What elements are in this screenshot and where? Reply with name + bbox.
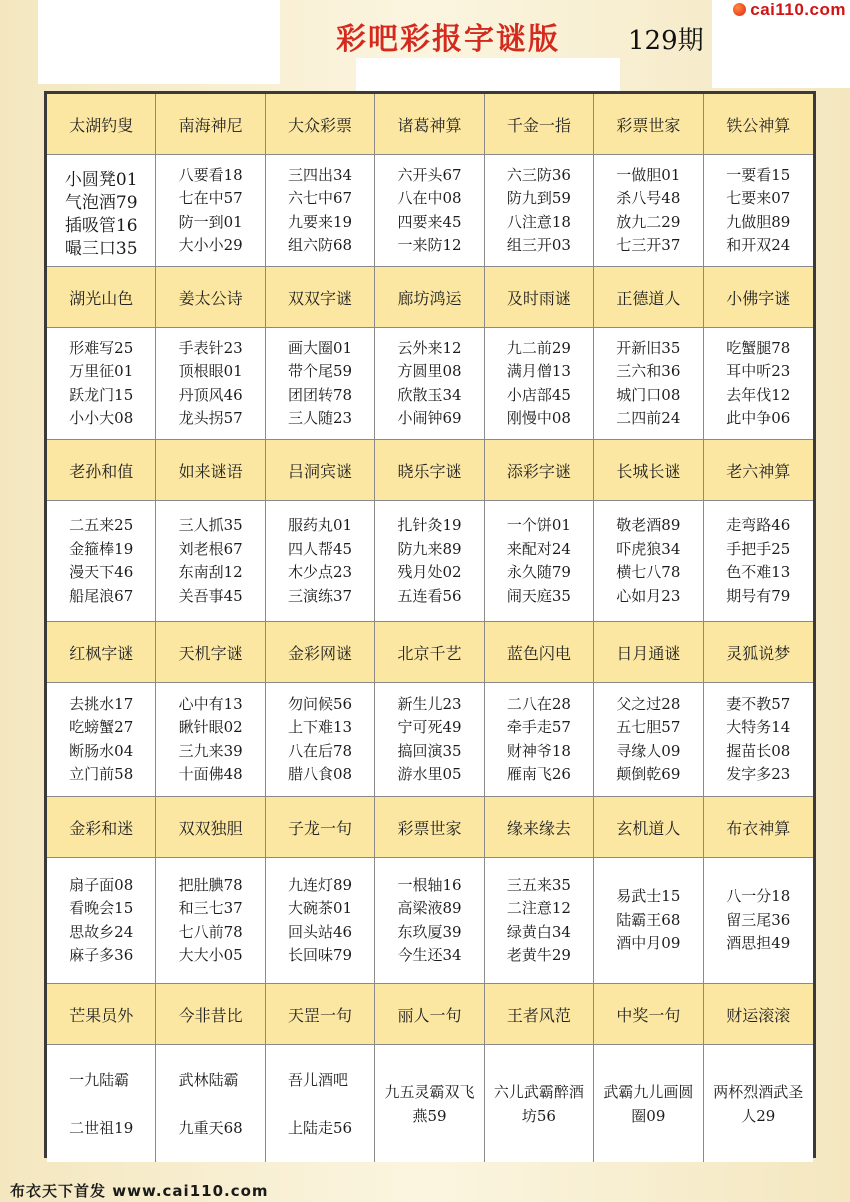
riddle-line: 五连看56 bbox=[397, 586, 462, 605]
riddle-lines bbox=[288, 514, 352, 608]
logo-ball-icon bbox=[733, 3, 746, 16]
column-author-header: 财运滚滚 bbox=[704, 984, 813, 1045]
riddle-line: 上下难13 bbox=[288, 718, 353, 736]
riddle-line: 吃螃蟹27 bbox=[69, 718, 134, 736]
riddle-line: 武林陆霸 bbox=[178, 1070, 239, 1089]
riddle-lines bbox=[616, 693, 680, 787]
riddle-lines bbox=[288, 693, 352, 787]
riddle-cell bbox=[704, 1045, 813, 1162]
riddle-line: 七八前78 bbox=[178, 922, 243, 941]
riddle-line: 云外来12 bbox=[397, 338, 462, 357]
riddle-line: 心中有13 bbox=[178, 694, 243, 713]
riddle-line: 和开双24 bbox=[726, 236, 791, 254]
riddle-lines bbox=[69, 693, 133, 787]
riddle-line: 六三防36 bbox=[506, 165, 571, 184]
riddle-lines bbox=[179, 874, 243, 968]
column-author-header: 缘来缘去 bbox=[485, 797, 594, 858]
riddle-line: 立门前58 bbox=[69, 765, 134, 783]
riddle-lines bbox=[69, 1056, 133, 1152]
riddle-cell bbox=[156, 683, 265, 797]
riddle-cell bbox=[266, 683, 375, 797]
riddle-lines bbox=[726, 337, 790, 431]
riddle-lines bbox=[726, 164, 790, 258]
riddle-line: 四要来45 bbox=[397, 212, 462, 231]
riddle-line: 东南刮12 bbox=[178, 563, 243, 581]
column-author-header: 子龙一句 bbox=[266, 797, 375, 858]
column-author-header: 布衣神算 bbox=[704, 797, 813, 858]
riddle-line: 组三开03 bbox=[506, 236, 571, 254]
riddle-lines bbox=[397, 874, 461, 968]
column-author-header: 太湖钓叟 bbox=[47, 94, 156, 155]
riddle-line: 把肚腆78 bbox=[178, 875, 243, 894]
riddle-cell bbox=[594, 155, 703, 267]
riddle-line: 八要看18 bbox=[178, 165, 243, 184]
riddle-lines bbox=[397, 514, 461, 608]
riddle-lines bbox=[598, 1080, 698, 1128]
riddle-line: 搞回演35 bbox=[397, 741, 462, 760]
riddle-line: 期号有79 bbox=[726, 586, 791, 605]
riddle-line: 十面佛48 bbox=[178, 765, 243, 783]
riddle-line: 放九二29 bbox=[616, 212, 681, 231]
riddle-line: 万里征01 bbox=[69, 362, 134, 380]
riddle-line: 高梁液89 bbox=[397, 899, 462, 917]
riddle-line: 横七八78 bbox=[616, 563, 681, 581]
riddle-lines bbox=[616, 164, 680, 258]
column-author-header: 丽人一句 bbox=[375, 984, 484, 1045]
riddle-line: 回头站46 bbox=[288, 922, 353, 941]
column-author-header: 北京千艺 bbox=[375, 622, 484, 683]
riddle-line: 三九来39 bbox=[178, 741, 243, 760]
riddle-line: 跃龙门15 bbox=[69, 385, 134, 404]
riddle-line: 两杯烈酒武圣人29 bbox=[713, 1082, 804, 1125]
riddle-line: 寻缘人09 bbox=[616, 741, 681, 760]
riddle-cell bbox=[47, 683, 156, 797]
column-author-header: 长城长谜 bbox=[594, 440, 703, 501]
column-author-header: 灵狐说梦 bbox=[704, 622, 813, 683]
riddle-lines bbox=[507, 337, 571, 431]
riddle-line: 二注意12 bbox=[506, 899, 571, 917]
riddle-cell bbox=[375, 858, 484, 984]
riddle-line: 九五灵霸双飞燕59 bbox=[384, 1082, 475, 1125]
riddle-cell bbox=[156, 501, 265, 622]
riddle-line: 龙头拐57 bbox=[178, 409, 243, 427]
column-author-header: 小佛字谜 bbox=[704, 267, 813, 328]
riddle-cell bbox=[704, 155, 813, 267]
column-author-header: 王者风范 bbox=[485, 984, 594, 1045]
riddle-lines bbox=[397, 337, 461, 431]
column-author-header: 铁公神算 bbox=[704, 94, 813, 155]
riddle-lines bbox=[616, 337, 680, 431]
riddle-line: 组六防68 bbox=[288, 236, 353, 254]
riddle-cell bbox=[485, 858, 594, 984]
riddle-line: 陆霸王68 bbox=[616, 910, 681, 929]
riddle-cell bbox=[375, 501, 484, 622]
riddle-line: 一根轴16 bbox=[397, 875, 462, 894]
riddle-lines bbox=[507, 693, 571, 787]
footer-credit: 布衣天下首发 www.cai110.com bbox=[10, 1182, 269, 1200]
riddle-cell bbox=[47, 858, 156, 984]
column-author-header: 双双字谜 bbox=[266, 267, 375, 328]
riddle-line: 手表针23 bbox=[178, 338, 243, 357]
riddle-line: 二世祖19 bbox=[69, 1118, 134, 1137]
riddle-line: 刘老根67 bbox=[178, 539, 243, 558]
column-author-header: 晓乐字谜 bbox=[375, 440, 484, 501]
column-author-header: 天机字谜 bbox=[156, 622, 265, 683]
riddle-lines bbox=[397, 693, 461, 787]
riddle-line: 方圆里08 bbox=[397, 362, 462, 380]
riddle-line: 三五来35 bbox=[506, 875, 571, 894]
riddle-line: 游水里05 bbox=[397, 765, 462, 783]
riddle-line: 漫天下46 bbox=[69, 563, 134, 581]
riddle-lines bbox=[507, 874, 571, 968]
riddle-line: 一个饼01 bbox=[506, 516, 571, 534]
riddle-line: 麻子多36 bbox=[69, 946, 134, 964]
column-author-header: 金彩网谜 bbox=[266, 622, 375, 683]
riddle-line: 腊八食08 bbox=[288, 765, 353, 783]
riddle-line: 握苗长08 bbox=[726, 741, 791, 760]
riddle-line: 九连灯89 bbox=[288, 875, 353, 894]
riddle-line: 上陆走56 bbox=[288, 1118, 353, 1137]
riddle-line: 嘬三口35 bbox=[64, 239, 138, 259]
riddle-line: 长回味79 bbox=[288, 946, 353, 964]
riddle-lines bbox=[726, 885, 790, 956]
riddle-line: 满月僧13 bbox=[506, 362, 571, 380]
column-author-header: 天罡一句 bbox=[266, 984, 375, 1045]
column-author-header: 彩票世家 bbox=[594, 94, 703, 155]
column-author-header: 南海神尼 bbox=[156, 94, 265, 155]
riddle-table bbox=[44, 91, 816, 1158]
riddle-cell bbox=[266, 328, 375, 440]
column-author-header: 吕洞宾谜 bbox=[266, 440, 375, 501]
riddle-line: 三演练37 bbox=[288, 586, 353, 605]
riddle-cell bbox=[156, 328, 265, 440]
riddle-line: 一做胆01 bbox=[616, 165, 681, 184]
riddle-lines bbox=[69, 514, 133, 608]
riddle-line: 八注意18 bbox=[506, 212, 571, 231]
riddle-line: 一九陆霸 bbox=[69, 1070, 130, 1089]
riddle-line: 木少点23 bbox=[288, 563, 353, 581]
riddle-lines bbox=[69, 874, 133, 968]
riddle-line: 七要来07 bbox=[726, 189, 791, 207]
riddle-line: 勿问候56 bbox=[288, 694, 353, 713]
riddle-line: 形难写25 bbox=[69, 338, 134, 357]
riddle-line: 防九到59 bbox=[506, 189, 571, 207]
riddle-cell bbox=[156, 858, 265, 984]
riddle-line: 扇子面08 bbox=[69, 875, 134, 894]
column-author-header: 彩票世家 bbox=[375, 797, 484, 858]
riddle-line: 九做胆89 bbox=[726, 212, 791, 231]
riddle-line: 今生还34 bbox=[397, 946, 462, 964]
riddle-lines bbox=[616, 514, 680, 608]
riddle-cell bbox=[375, 1045, 484, 1162]
column-author-header: 芒果员外 bbox=[47, 984, 156, 1045]
riddle-cell bbox=[594, 683, 703, 797]
column-author-header: 大众彩票 bbox=[266, 94, 375, 155]
riddle-line: 服药丸01 bbox=[288, 516, 353, 534]
riddle-lines bbox=[179, 164, 243, 258]
riddle-line: 心如月23 bbox=[616, 586, 681, 605]
riddle-line: 耳中听23 bbox=[726, 362, 791, 380]
riddle-cell bbox=[266, 858, 375, 984]
riddle-line: 九要来19 bbox=[288, 212, 353, 231]
riddle-line: 插吸管16 bbox=[64, 216, 138, 236]
riddle-lines bbox=[507, 164, 571, 258]
riddle-line: 画大圈01 bbox=[288, 338, 353, 357]
riddle-line: 三人随23 bbox=[288, 409, 353, 427]
column-author-header: 中奖一句 bbox=[594, 984, 703, 1045]
site-logo[interactable] bbox=[712, 0, 850, 20]
riddle-line: 闹天庭35 bbox=[506, 586, 571, 605]
riddle-line: 吃蟹腿78 bbox=[726, 338, 791, 357]
riddle-lines bbox=[397, 164, 461, 258]
riddle-cell bbox=[375, 328, 484, 440]
riddle-cell bbox=[47, 328, 156, 440]
riddle-lines bbox=[179, 693, 243, 787]
riddle-cell bbox=[485, 155, 594, 267]
riddle-line: 瞅针眼02 bbox=[178, 718, 243, 736]
riddle-line: 船尾浪67 bbox=[69, 586, 134, 605]
riddle-cell bbox=[594, 1045, 703, 1162]
riddle-lines bbox=[179, 514, 243, 608]
riddle-line: 五七胆57 bbox=[616, 718, 681, 736]
riddle-line: 防九来89 bbox=[397, 539, 462, 558]
riddle-line: 九重天68 bbox=[178, 1118, 243, 1137]
riddle-line: 残月处02 bbox=[397, 563, 462, 581]
riddle-line: 和三七37 bbox=[178, 899, 243, 917]
riddle-line: 带个尾59 bbox=[288, 362, 353, 380]
riddle-line: 气泡酒79 bbox=[64, 193, 138, 213]
riddle-line: 金箍棒19 bbox=[69, 539, 134, 558]
column-author-header: 老六神算 bbox=[704, 440, 813, 501]
riddle-cell bbox=[594, 328, 703, 440]
riddle-line: 丹顶风46 bbox=[178, 385, 243, 404]
riddle-line: 去年伐12 bbox=[726, 385, 791, 404]
riddle-line: 二八在28 bbox=[506, 694, 571, 713]
riddle-cell bbox=[485, 501, 594, 622]
riddle-lines bbox=[179, 337, 243, 431]
riddle-line: 刚慢中08 bbox=[506, 409, 571, 427]
riddle-line: 大小小29 bbox=[178, 236, 243, 254]
riddle-line: 敬老酒89 bbox=[616, 516, 681, 534]
riddle-line: 九二前29 bbox=[506, 338, 571, 357]
riddle-lines bbox=[288, 1056, 352, 1152]
riddle-line: 色不难13 bbox=[726, 563, 791, 581]
riddle-line: 七在中57 bbox=[178, 189, 243, 207]
riddle-line: 大大小05 bbox=[178, 946, 243, 964]
riddle-line: 小闹钟69 bbox=[397, 409, 462, 427]
riddle-line: 小小大08 bbox=[69, 409, 134, 427]
riddle-line: 妻不教57 bbox=[726, 694, 791, 713]
riddle-line: 防一到01 bbox=[178, 212, 243, 231]
riddle-cell bbox=[594, 858, 703, 984]
riddle-lines bbox=[489, 1080, 589, 1128]
riddle-line: 八在后78 bbox=[288, 741, 353, 760]
riddle-line: 八一分18 bbox=[726, 887, 791, 906]
column-author-header: 姜太公诗 bbox=[156, 267, 265, 328]
riddle-cell bbox=[485, 328, 594, 440]
riddle-line: 团团转78 bbox=[288, 385, 353, 404]
riddle-line: 留三尾36 bbox=[726, 910, 791, 929]
riddle-cell bbox=[704, 683, 813, 797]
riddle-cell bbox=[375, 155, 484, 267]
riddle-lines bbox=[288, 164, 352, 258]
riddle-line: 开新旧35 bbox=[616, 338, 681, 357]
riddle-line: 大碗茶01 bbox=[288, 899, 353, 917]
riddle-cell bbox=[156, 155, 265, 267]
riddle-lines bbox=[708, 1080, 808, 1128]
riddle-line: 吾儿酒吧 bbox=[288, 1070, 349, 1089]
riddle-lines bbox=[65, 155, 138, 261]
riddle-cell bbox=[47, 155, 156, 267]
riddle-line: 牵手走57 bbox=[506, 718, 571, 736]
riddle-line: 城门口08 bbox=[616, 385, 681, 404]
riddle-cell bbox=[266, 155, 375, 267]
riddle-line: 六儿武霸醉酒坊56 bbox=[493, 1082, 584, 1125]
riddle-cell bbox=[375, 683, 484, 797]
riddle-line: 新生儿23 bbox=[397, 694, 462, 713]
riddle-line: 走弯路46 bbox=[726, 516, 791, 534]
riddle-line: 思故乡24 bbox=[69, 922, 134, 941]
riddle-line: 三四出34 bbox=[288, 165, 353, 184]
riddle-line: 四人帮45 bbox=[288, 539, 353, 558]
riddle-cell bbox=[47, 501, 156, 622]
riddle-line: 看晚会15 bbox=[69, 899, 134, 917]
riddle-line: 老黄牛29 bbox=[506, 946, 571, 964]
riddle-lines bbox=[288, 337, 352, 431]
riddle-line: 小店部45 bbox=[506, 385, 571, 404]
riddle-cell bbox=[704, 858, 813, 984]
riddle-lines bbox=[69, 337, 133, 431]
riddle-lines bbox=[726, 514, 790, 608]
riddle-line: 手把手25 bbox=[726, 539, 791, 558]
column-author-header: 玄机道人 bbox=[594, 797, 703, 858]
riddle-line: 去挑水17 bbox=[69, 694, 134, 713]
page-title: 彩吧彩报字谜版 bbox=[336, 22, 560, 57]
column-author-header: 廊坊鸿运 bbox=[375, 267, 484, 328]
riddle-line: 此中争06 bbox=[726, 409, 791, 427]
riddle-cell bbox=[47, 1045, 156, 1162]
riddle-line: 吓虎狼34 bbox=[616, 539, 681, 558]
issue-number: 129期 bbox=[628, 26, 704, 56]
blank-banner-left bbox=[38, 0, 280, 84]
riddle-line: 二五来25 bbox=[69, 516, 134, 534]
logo-text: cai110.com bbox=[750, 0, 846, 19]
riddle-line: 发字多23 bbox=[726, 765, 791, 783]
riddle-cell bbox=[266, 501, 375, 622]
riddle-line: 三六和36 bbox=[616, 362, 681, 380]
riddle-line: 小圆凳01 bbox=[64, 170, 138, 190]
riddle-line: 一来防12 bbox=[397, 236, 462, 254]
column-author-header: 双双独胆 bbox=[156, 797, 265, 858]
riddle-line: 永久随79 bbox=[506, 563, 571, 581]
riddle-cell bbox=[485, 683, 594, 797]
riddle-line: 酒中月09 bbox=[616, 934, 681, 953]
column-author-header: 如来谜语 bbox=[156, 440, 265, 501]
riddle-line: 东玖厦39 bbox=[397, 922, 462, 941]
column-author-header: 蓝色闪电 bbox=[485, 622, 594, 683]
riddle-line: 扎针灸19 bbox=[397, 516, 462, 534]
riddle-line: 杀八号48 bbox=[616, 189, 681, 207]
riddle-line: 来配对24 bbox=[506, 539, 571, 558]
riddle-cell bbox=[704, 328, 813, 440]
riddle-line: 父之过28 bbox=[616, 694, 681, 713]
riddle-lines bbox=[288, 874, 352, 968]
riddle-line: 欣散玉34 bbox=[397, 385, 462, 404]
column-author-header: 红枫字谜 bbox=[47, 622, 156, 683]
riddle-lines bbox=[726, 693, 790, 787]
blank-banner-right bbox=[712, 18, 850, 88]
column-author-header: 老孙和值 bbox=[47, 440, 156, 501]
column-author-header: 正德道人 bbox=[594, 267, 703, 328]
riddle-lines bbox=[179, 1056, 243, 1152]
riddle-line: 断肠水04 bbox=[69, 741, 134, 760]
column-author-header: 日月通谜 bbox=[594, 622, 703, 683]
riddle-line: 一要看15 bbox=[726, 165, 791, 184]
riddle-line: 七三开37 bbox=[616, 236, 681, 254]
riddle-line: 绿黄白34 bbox=[506, 922, 571, 941]
riddle-line: 三人抓35 bbox=[178, 516, 243, 534]
riddle-line: 易武士15 bbox=[616, 887, 681, 906]
riddle-lines bbox=[507, 514, 571, 608]
riddle-cell bbox=[594, 501, 703, 622]
blank-banner-middle bbox=[356, 58, 620, 92]
riddle-line: 关吾事45 bbox=[178, 586, 243, 605]
riddle-cell bbox=[485, 1045, 594, 1162]
riddle-line: 二四前24 bbox=[616, 409, 681, 427]
riddle-line: 顶根眼01 bbox=[178, 362, 243, 380]
riddle-line: 宁可死49 bbox=[397, 718, 462, 736]
column-author-header: 湖光山色 bbox=[47, 267, 156, 328]
riddle-line: 六七中67 bbox=[288, 189, 353, 207]
column-author-header: 今非昔比 bbox=[156, 984, 265, 1045]
column-author-header: 诸葛神算 bbox=[375, 94, 484, 155]
riddle-cell bbox=[156, 1045, 265, 1162]
column-author-header: 金彩和迷 bbox=[47, 797, 156, 858]
riddle-lines bbox=[616, 885, 680, 956]
riddle-cell bbox=[704, 501, 813, 622]
riddle-line: 八在中08 bbox=[397, 189, 462, 207]
riddle-lines bbox=[379, 1080, 479, 1128]
column-author-header: 及时雨谜 bbox=[485, 267, 594, 328]
column-author-header: 千金一指 bbox=[485, 94, 594, 155]
riddle-line: 颠倒乾69 bbox=[616, 765, 681, 783]
riddle-line: 六开头67 bbox=[397, 165, 462, 184]
riddle-line: 武霸九儿画圆圈09 bbox=[603, 1082, 694, 1125]
riddle-line: 雁南飞26 bbox=[506, 765, 571, 783]
riddle-cell bbox=[266, 1045, 375, 1162]
riddle-line: 酒思担49 bbox=[726, 934, 791, 953]
riddle-line: 财神爷18 bbox=[506, 741, 571, 760]
riddle-line: 大特务14 bbox=[726, 718, 791, 736]
column-author-header: 添彩字谜 bbox=[485, 440, 594, 501]
